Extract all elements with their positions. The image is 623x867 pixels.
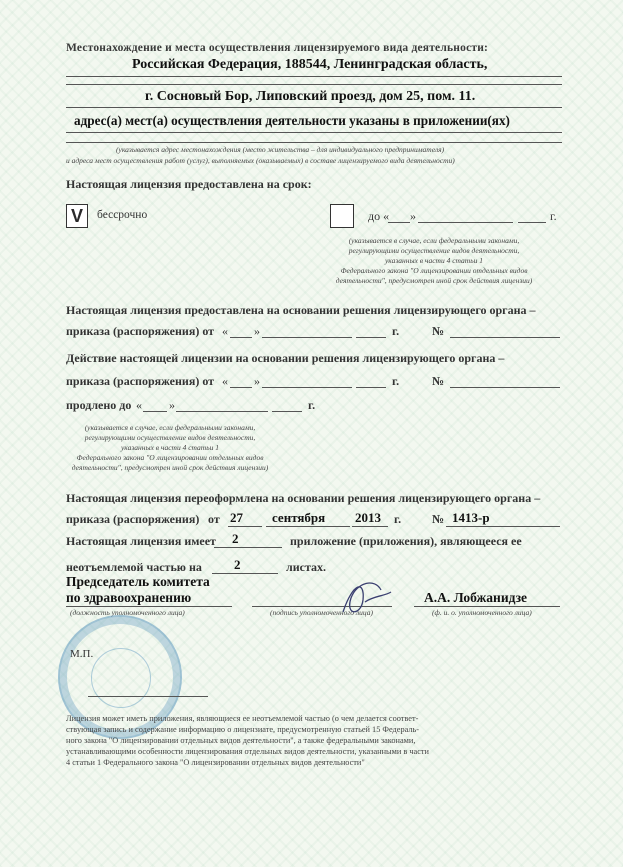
underline [262, 337, 352, 338]
underline [88, 696, 208, 697]
underline [214, 547, 282, 548]
underline [66, 76, 562, 77]
extension-label: Действие настоящей лицензии на основании решения лицензирующего органа – [66, 351, 505, 365]
underline [212, 573, 278, 574]
location-note-1: (указывается адрес местонахождения (место жительства – для индивидуального предпринимателя) [116, 145, 445, 154]
underline [143, 411, 167, 412]
underline [418, 222, 513, 223]
until-suffix: г. [550, 209, 557, 223]
underline [450, 337, 560, 338]
appendix-suffix: приложение (приложения), являющееся ее [290, 534, 522, 548]
name-caption: (ф. и. о. уполномоченного лица) [432, 608, 532, 617]
reissue-label: Настоящая лицензия переоформлена на основании решения лицензирующего органа – [66, 491, 541, 505]
underline [352, 526, 388, 527]
appendix-count: 2 [232, 531, 239, 546]
extended-until-label: продлено до [66, 398, 132, 412]
until-checkbox [330, 204, 354, 228]
underline [414, 606, 560, 607]
underline [230, 387, 252, 388]
sheets-count: 2 [234, 557, 241, 572]
signature-caption: (подпись уполномоченного лица) [270, 608, 374, 617]
underline [66, 84, 562, 85]
extension-note: (указывается в случае, если федеральными законами, регулирующими осуществление видов деятельности, указанных в части 4 статьи 1 Федерального закона "О лицензировании отдельных видов деятельности", предусмотрен иной срок действия лицензии) [71, 423, 269, 472]
location-note-2: и адреса мест осуществления работ (услуг), выполняемых (оказываемых) в составе лицензируемого вида деятельности) [66, 156, 455, 165]
handwritten-signature [335, 572, 395, 622]
sheets-suffix: листах. [286, 560, 327, 574]
basis-order-label: приказа (распоряжения) от [66, 324, 215, 338]
underline [356, 337, 386, 338]
mp-label: М.П. [70, 648, 94, 660]
until-prefix: до « [368, 209, 390, 223]
location-header: Местонахождение и места осуществления лицензируемого вида деятельности: [66, 42, 489, 54]
underline [356, 387, 386, 388]
reissue-month: сентября [272, 510, 326, 525]
underline [266, 526, 350, 527]
underline [66, 132, 562, 133]
extension-order-label: приказа (распоряжения) от [66, 374, 215, 388]
perpetual-checkbox: V [66, 204, 88, 228]
underline [388, 222, 410, 223]
location-line-2: г. Сосновый Бор, Липовский проезд, дом 25, пом. 11. [145, 89, 476, 104]
reissue-order-label: приказа (распоряжения) [66, 512, 200, 526]
position-line-1: Председатель комитета [66, 574, 210, 589]
underline [450, 387, 560, 388]
license-page: Местонахождение и места осуществления лицензируемого вида деятельности: Российская Федерация, 188544, Ленинградская область, г. Сосновый Бор, Липовский проезд, дом 25, пом. 11. адрес(а) мест(а) осуществления деятельности указаны в приложении(ях) (указывается адрес местонахождения (место жительства – для индивидуального предпринимателя) и адреса мест осуществления работ (услуг), выполняемых (оказываемых) в составе лицензируемого вида деятельности) Настоящая лицензия предоставлена на срок: V бессрочно до « » г. (указывается в случае, если федеральными законами, регулирующими осуществление видов деятельности, указанных в части 4 статьи 1 Федерального закона "О лицензировании отдельных видов деятельности", предусмотрен иной срок действия лицензии) Настоящая лицензия предоставлена на основании решения лицензирующего органа – приказа (распоряжения) от « » г. № Действие настоящей лицензии на основании решения лицензирующего органа – приказа (распоряжения) от « » г. № продлено до « » г. (указывается в случае, если федеральными законами, регулирующими осуществление видов деятельности, указанных в части 4 статьи 1 Федерального закона "О лицензировании отдельных видов деятельности", предусмотрен иной срок действия лицензии) Настоящая лицензия переоформлена на основании решения лицензирующего органа – приказа (распоряжения) от 27 сентября 2013 г. № 1413-р Настоящая лицензия имеет 2 приложение (приложения), являющееся ее неотъемлемой частью на 2 листах. Председатель комитета по здравоохранению А.А. Лобжанидзе (должность уполномоченного лица) (подпись уполномоченного лица) (ф. и. о. уполномоченного лица) М.П. Лицензия может иметь приложения, являющиеся ее неотъемлемой частью (о чем делается соответ- ствующая запись и содержание информацию о лицензиате, предусмотренную статьей 15 Федераль- ного закона "О лицензировании отдельных видов деятельности", а также федеральными законами, устанавливающими особенности лицензирования отдельных видов деятельности, указанными в части 4 статьи 1 Федерального закона "О лицензировании отдельных видов деятельности" [0, 0, 623, 867]
underline [230, 337, 252, 338]
underline [446, 526, 560, 527]
reissue-number: 1413-р [452, 510, 490, 525]
until-mid: » [410, 209, 416, 223]
location-line-1: Российская Федерация, 188544, Ленинградская область, [132, 57, 488, 72]
reissue-year: 2013 [355, 510, 381, 525]
position-line-2: по здравоохранению [66, 590, 192, 605]
reissue-day: 27 [230, 510, 243, 525]
signer-name: А.А. Лобжанидзе [424, 590, 528, 605]
underline [66, 606, 232, 607]
position-caption: (должность уполномоченного лица) [70, 608, 185, 617]
appendix-label: Настоящая лицензия имеет [66, 534, 216, 548]
underline [518, 222, 546, 223]
underline [66, 142, 562, 143]
term-note: (указывается в случае, если федеральными законами, регулирующими осуществление видов деятельности, указанных в части 4 статьи 1 Федерального закона "О лицензировании отдельных видов деятельности", предусмотрен иной срок действия лицензии) [335, 236, 533, 285]
seal-emblem [91, 648, 151, 708]
underline [176, 411, 268, 412]
perpetual-label: бессрочно [97, 209, 148, 221]
location-line-3: адрес(а) мест(а) осуществления деятельности указаны в приложении(ях) [74, 113, 510, 128]
integral-label: неотъемлемой частью на [66, 560, 202, 574]
basis-label: Настоящая лицензия предоставлена на основании решения лицензирующего органа – [66, 303, 536, 317]
underline [66, 107, 562, 108]
footer-note: Лицензия может иметь приложения, являющиеся ее неотъемлемой частью (о чем делается соответ- ствующая запись и содержание информацию о лицензиате, предусмотренную статьей 15 Федераль- ного закона "О лицензировании отдельных видов деятельности", а также федеральными законами, устанавливающими особенности лицензирования отдельных видов деятельности, указанными в части 4 статьи 1 Федерального закона "О лицензировании отдельных видов деятельности" [66, 714, 429, 767]
underline [262, 387, 352, 388]
underline [272, 411, 302, 412]
underline [228, 526, 262, 527]
term-label: Настоящая лицензия предоставлена на срок: [66, 177, 312, 191]
